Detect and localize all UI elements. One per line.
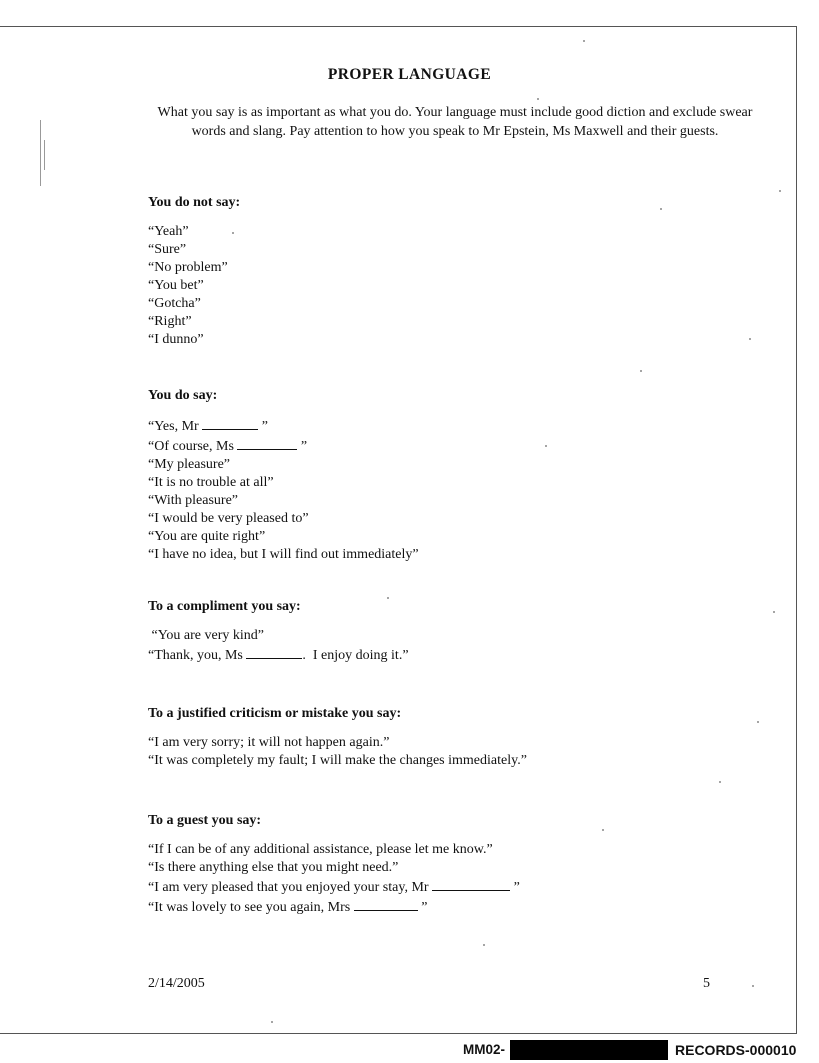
phrase-text: “Thank, you, Ms — [148, 648, 247, 663]
phrase-list — [148, 627, 768, 665]
section-heading: You do say: — [148, 388, 218, 403]
phrase-text: ” — [510, 880, 520, 895]
scan-speck — [779, 190, 781, 192]
page-title: PROPER LANGUAGE — [327, 66, 492, 83]
phrase-line: “I would be very pleased to” — [148, 511, 309, 526]
fill-in-blank — [432, 877, 510, 891]
phrase-line — [148, 877, 768, 897]
phrase-line — [148, 645, 768, 665]
phrase-line: “Gotcha” — [148, 296, 201, 311]
phrase-line: “It is no trouble at all” — [148, 475, 274, 490]
phrase-line: “Sure” — [148, 242, 187, 257]
fill-in-blank — [202, 416, 258, 430]
redaction-box — [510, 1040, 668, 1060]
phrase-text: “Of course, Ms — [148, 439, 238, 454]
scan-speck — [483, 944, 485, 946]
section-do-say — [148, 387, 768, 564]
phrase-line — [148, 436, 768, 456]
fill-in-blank — [237, 436, 297, 450]
phrase-line: “I have no idea, but I will find out immediately” — [148, 547, 419, 562]
phrase-line: “With pleasure” — [148, 493, 239, 508]
section-heading: To a compliment you say: — [148, 599, 301, 614]
phrase-list — [148, 841, 768, 917]
section-compliment — [148, 598, 768, 665]
scan-speck — [640, 370, 642, 372]
phrase-line: “Right” — [148, 314, 192, 329]
phrase-line: “Yeah” — [148, 224, 189, 239]
section-heading: You do not say: — [148, 195, 241, 210]
page-number: 5 — [703, 976, 710, 991]
footer-date: 2/14/2005 — [148, 976, 205, 991]
phrase-text: “Yes, Mr — [148, 419, 203, 434]
phrase-text: ” — [258, 419, 268, 434]
phrase-line: “If I can be of any additional assistance, please let me know.” — [148, 842, 493, 857]
section-heading: To a guest you say: — [148, 813, 262, 828]
phrase-line: “Is there anything else that you might need.” — [148, 860, 399, 875]
scan-speck — [583, 40, 585, 42]
fill-in-blank — [354, 897, 418, 911]
section-do-not-say — [148, 194, 768, 349]
bates-stamp-prefix: MM02- — [463, 1042, 506, 1057]
phrase-text: ” — [297, 439, 308, 454]
phrase-line — [148, 416, 768, 436]
phrase-text: “It was lovely to see you again, Mrs — [148, 900, 354, 915]
phrase-line: “I am very sorry; it will not happen again.” — [148, 735, 390, 750]
scan-speck — [271, 1021, 273, 1023]
scan-speck — [537, 98, 539, 100]
scan-speck — [773, 611, 775, 613]
bates-stamp-suffix: RECORDS-000010 — [675, 1042, 797, 1058]
binder-mark — [40, 120, 41, 186]
phrase-line: “You are quite right” — [148, 529, 266, 544]
section-criticism — [148, 705, 768, 770]
phrase-text: “I am very pleased that you enjoyed your stay, Mr — [148, 880, 433, 895]
phrase-line: “No problem” — [148, 260, 228, 275]
phrase-list — [148, 734, 768, 770]
phrase-list — [148, 223, 768, 349]
phrase-line: “You bet” — [148, 278, 204, 293]
phrase-line: “My pleasure” — [148, 457, 231, 472]
section-heading: To a justified criticism or mistake you say: — [148, 706, 402, 721]
fill-in-blank — [246, 645, 302, 659]
phrase-text: ” — [417, 900, 428, 915]
section-guest — [148, 812, 768, 917]
phrase-line: “You are very kind” — [148, 628, 264, 643]
binder-mark — [44, 140, 45, 170]
scan-speck — [752, 985, 754, 987]
scan-speck — [719, 781, 721, 783]
phrase-text: . I enjoy doing it.” — [302, 648, 409, 663]
phrase-line: “It was completely my fault; I will make the changes immediately.” — [148, 753, 527, 768]
phrase-list — [148, 416, 768, 564]
intro-paragraph: What you say is as important as what you do. Your language must include good diction and exclude swear words and slang. Pay attention to how you speak to Mr Epstein, Ms Maxwell and their guests. — [157, 105, 753, 139]
phrase-line — [148, 897, 768, 917]
phrase-line: “I dunno” — [148, 332, 204, 347]
